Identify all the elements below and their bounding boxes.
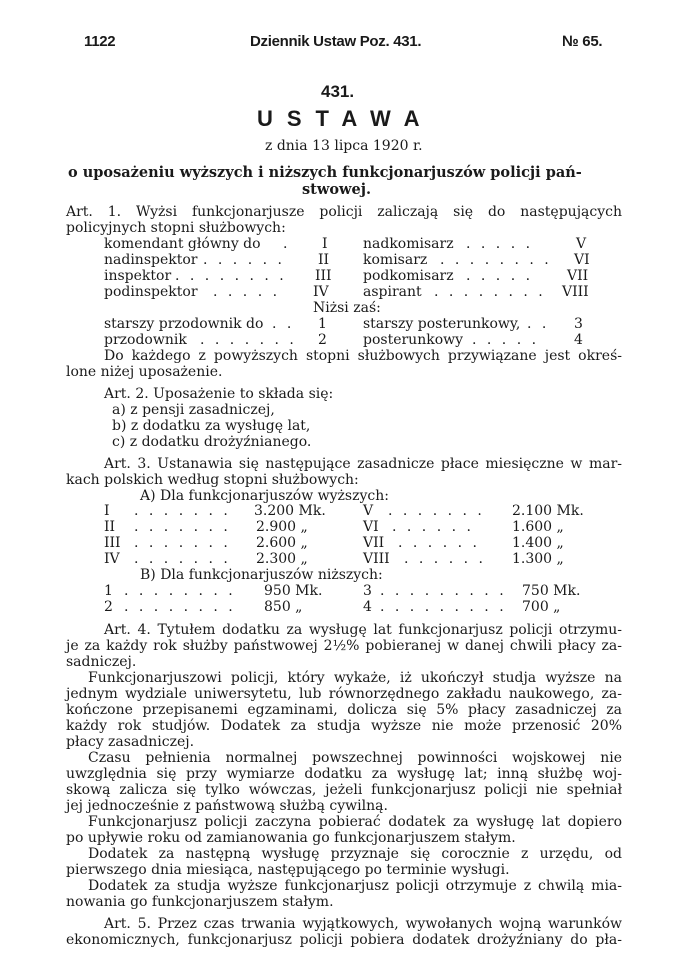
salary-grade: 4 [363, 599, 372, 615]
salary-grade: V [363, 503, 374, 519]
rank-right: nadkomisarz [363, 236, 454, 252]
rank-left: inspektor [104, 268, 172, 284]
salary-value: 2.100 Mk. [512, 503, 584, 519]
dot-leader: . . . . . . . [388, 503, 485, 519]
art2-item-c: c) z dodatku drożyźnianego. [112, 434, 312, 450]
lower-ranks-label: Niżsi zaś: [313, 300, 381, 316]
salary-section-a-label: A) Dla funkcjonarjuszów wyższych: [140, 488, 389, 504]
dot-leader: . . . . . [213, 284, 281, 300]
art1-line-4: lone niżej uposażenie. [66, 364, 223, 380]
rank-grade: I [322, 236, 328, 252]
salary-grade: III [104, 535, 121, 551]
salary-value: 2.900 „ [256, 519, 308, 535]
art3-line-2: kach polskich według stopni służbowych: [66, 472, 359, 488]
act-subject-line-1: o uposażeniu wyższych i niższych funkcjonarjuszów policji pań- [68, 164, 582, 181]
rank-grade: 3 [574, 316, 583, 332]
art2-item-a: a) z pensji zasadniczej, [112, 402, 275, 418]
salary-grade: 2 [104, 599, 113, 615]
dot-leader: . . . . . . . [134, 519, 231, 535]
rank-right: posterunkowy [363, 332, 464, 348]
art1-line-1: Art. 1. Wyżsi funkcjonarjusze policji zaliczają się do następujących [66, 204, 622, 220]
salary-value: 750 Mk. [522, 583, 581, 599]
salary-value: 1.600 „ [512, 519, 564, 535]
rank-right: podkomisarz [363, 268, 454, 284]
rank-grade: 1 [318, 316, 327, 332]
dot-leader: . . . . . . [398, 535, 480, 551]
art4-line: po upływie roku od zamianowania go funkcjonarjuszem stałym. [66, 830, 516, 846]
art2-line-1: Art. 2. Uposażenie to składa się: [104, 386, 334, 402]
rank-left: starszy przodownik do [104, 316, 264, 332]
dot-leader: . . . . . . . . [124, 599, 236, 615]
salary-value: 850 „ [264, 599, 303, 615]
rank-grade: 2 [318, 332, 327, 348]
dot-leader: . . . . . [466, 236, 534, 252]
rank-grade: VII [567, 268, 589, 284]
art4-line: Czasu pełnienia normalnej powszechnej powinności wojskowej nie [88, 750, 622, 766]
dot-leader: . . . . . [472, 332, 540, 348]
art4-line: nowania go funkcjonarjuszem stałym. [66, 894, 334, 910]
salary-grade: 1 [104, 583, 113, 599]
salary-grade: VI [363, 519, 379, 535]
page-number: 1122 [84, 33, 116, 50]
rank-right: starszy posterunkowy, [363, 316, 521, 332]
art5-line-1: Art. 5. Przez czas trwania wyjątkowych, wywołanych wojną warunków [104, 916, 622, 932]
rank-grade: II [318, 252, 330, 268]
dot-leader: . . . . . . . [134, 535, 231, 551]
salary-grade: I [104, 503, 110, 519]
salary-grade: 3 [363, 583, 372, 599]
salary-value: 700 „ [522, 599, 561, 615]
act-date: z dnia 13 lipca 1920 r. [265, 138, 423, 154]
dot-leader: . . . . . . . . [124, 583, 236, 599]
dot-leader: . . . . . . . . [434, 284, 546, 300]
rank-grade: III [315, 268, 332, 284]
art4-line: kończone przepisanemi egzaminami, dolicza się 5% płacy zasadniczej za [66, 702, 622, 718]
act-type-title: USTAWA [257, 106, 434, 131]
rank-grade: VIII [562, 284, 589, 300]
art4-line: Dodatek za następną wysługę przyznaje się corocznie z urzędu, od [88, 846, 622, 862]
art3-line-1: Art. 3. Ustanawia się następujące zasadnicze płace miesięczne w mar- [104, 456, 622, 472]
act-subject-line-2: stwowej. [302, 181, 372, 198]
rank-right: komisarz [363, 252, 428, 268]
journal-title: Dziennik Ustaw Poz. 431. [250, 33, 422, 50]
rank-grade: 4 [574, 332, 583, 348]
salary-grade: II [104, 519, 116, 535]
rank-left: podinspektor [104, 284, 198, 300]
salary-value: 1.400 „ [512, 535, 564, 551]
salary-value: 1.300 „ [512, 551, 564, 567]
dot-leader: . . . . . . . [200, 332, 297, 348]
dot-leader: . . . . . . . [134, 503, 231, 519]
art5-line-2: ekonomicznych, funkcjonarjusz policji pobiera dodatek drożyźniany do pła- [66, 932, 622, 948]
art4-line: skową zalicza się tylko wówczas, jeżeli funkcjonarjusz policji nie spełniał [66, 782, 622, 798]
dot-leader: . . . . . . . [134, 551, 231, 567]
art2-item-b: b) z dodatku za wysługę lat, [112, 418, 311, 434]
rank-left: przodownik [104, 332, 187, 348]
art4-line: Dodatek za studja wyższe funkcjonarjusz policji otrzymuje z chwilą mia- [88, 878, 622, 894]
art4-line: każdy rok studjów. Dodatek za studja wyższe nie może przenosić 20% [66, 718, 622, 734]
rank-grade: VI [574, 252, 590, 268]
dot-leader: . . . . . . [392, 519, 474, 535]
salary-grade: VIII [363, 551, 390, 567]
salary-grade: IV [104, 551, 120, 567]
salary-grade: VII [363, 535, 385, 551]
art4-line: jednym wydziale uniwersytetu, lub równorzędnego zakładu naukowego, za- [66, 686, 622, 702]
dot-leader: . . [272, 316, 295, 332]
art4-line: sadniczej. [66, 654, 137, 670]
salary-value: 950 Mk. [264, 583, 323, 599]
rank-right: aspirant [363, 284, 422, 300]
dot-leader: . . . . . . [203, 252, 285, 268]
issue-number: № 65. [562, 33, 603, 50]
dot-leader: . . . . . . . . . [380, 583, 507, 599]
art4-line: Art. 4. Tytułem dodatku za wysługę lat funkcjonarjusz policji otrzymu- [104, 622, 622, 638]
art4-line: je za każdy rok służby państwowej 2½% pobieranej w danej chwili płacy za- [66, 638, 622, 654]
dot-leader: . . . . . . . . . [380, 599, 507, 615]
art4-line: jej jednocześnie z państwową służbą cywilną. [66, 798, 388, 814]
rank-left: nadinspektor [104, 252, 198, 268]
salary-value: 3.200 Mk. [254, 503, 326, 519]
art4-line: Funkcjonarjusz policji zaczyna pobierać dodatek za wysługę lat dopiero [88, 814, 622, 830]
rank-grade: IV [313, 284, 329, 300]
art1-line-3: Do każdego z powyższych stopni służbowych przywiązane jest okreś- [104, 348, 622, 364]
salary-value: 2.300 „ [256, 551, 308, 567]
salary-value: 2.600 „ [256, 535, 308, 551]
act-number: 431. [321, 82, 355, 101]
dot-leader: . . [527, 316, 550, 332]
rank-left: komendant główny do [104, 236, 261, 252]
art4-line: uwzględnia się przy wymiarze dodatku za wysługę lat; inną służbę woj- [66, 766, 622, 782]
art4-line: Funkcjonarjuszowi policji, który wykaże, iż ukończył studja wyższe na [88, 670, 622, 686]
dot-leader: . . . . . [466, 268, 534, 284]
art4-line: pierwszego dnia miesiąca, następującego po terminie wysługi. [66, 862, 510, 878]
dot-leader: . . . . . . [404, 551, 486, 567]
art1-line-2: policyjnych stopni służbowych: [66, 220, 286, 236]
salary-section-b-label: B) Dla funkcjonarjuszów niższych: [140, 567, 383, 583]
art4-line: płacy zasadniczej. [66, 734, 195, 750]
dot-leader: . . . . . . . . [440, 252, 552, 268]
dot-leader: . . . . . . . . [175, 268, 287, 284]
dot-leader: . [283, 236, 291, 252]
rank-grade: V [576, 236, 587, 252]
